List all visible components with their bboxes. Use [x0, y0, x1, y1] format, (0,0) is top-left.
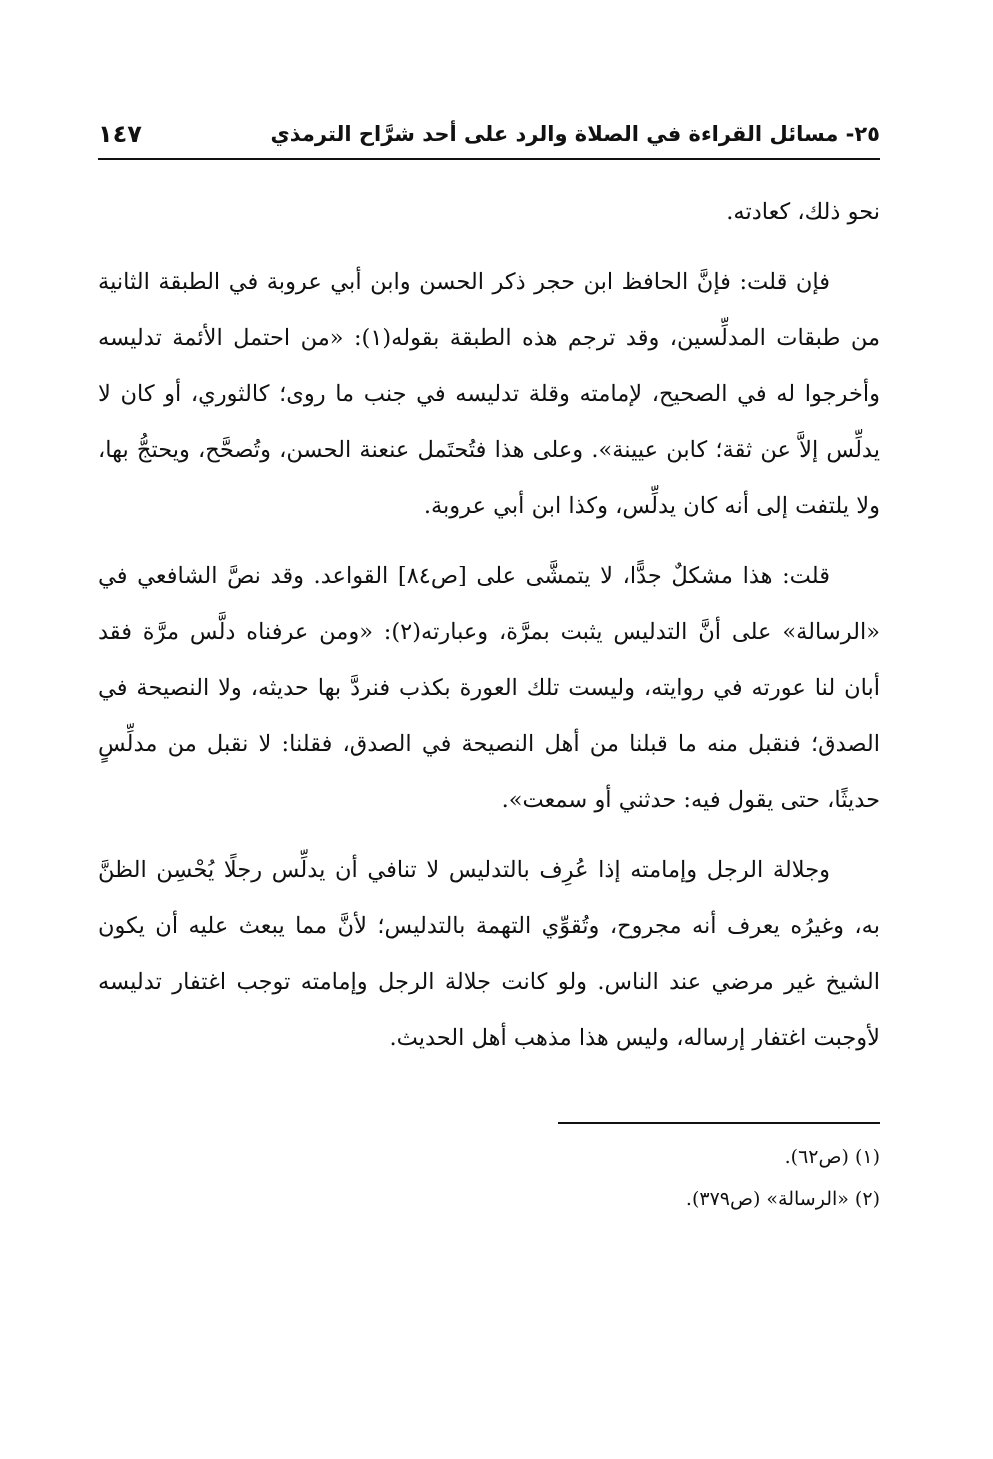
- paragraph-2: فإن قلت: فإنَّ الحافظ ابن حجر ذكر الحسن وابن أبي عروبة في الطبقة الثانية من طبقات المدلِّسين، وقد ترجم هذه الطبقة بقوله(١): «من احتمل الأئمة تدليسه وأخرجوا له في الصحيح، لإمامته وقلة تدليسه في جنب ما روى؛ كالثوري، أو كان لا يدلِّس إلاَّ عن ثقة؛ كابن عيينة». وعلى هذا فتُحتَمل عنعنة الحسن، وتُصحَّح، ويحتجُّ بها، ولا يلتفت إلى أنه كان يدلِّس، وكذا ابن أبي عروبة.: [98, 269, 880, 519]
- paragraph-4: وجلالة الرجل وإمامته إذا عُرِف بالتدليس لا تنافي أن يدلِّس رجلًا يُحْسِن الظنَّ به، وغيرُه يعرف أنه مجروح، وتُقوِّي التهمة بالتدليس؛ لأنَّ مما يبعث عليه أن يكون الشيخ غير مرضي عند الناس. ولو كانت جلالة الرجل وإمامته توجب اغتفار تدليسه لأوجبت اغتفار إرساله، وليس هذا مذهب أهل الحديث.: [98, 857, 880, 1051]
- page-number: ١٤٧: [98, 120, 142, 148]
- footnotes: [98, 1136, 880, 1220]
- running-header: [98, 118, 880, 160]
- book-page: [98, 118, 880, 1220]
- main-text: [98, 184, 880, 1066]
- running-title: ٢٥- مسائل القراءة في الصلاة والرد على أحد شرَّاح الترمذي: [270, 122, 880, 146]
- footnote-1: (١) (ص٦٢).: [784, 1146, 880, 1168]
- paragraph-1: نحو ذلك، كعادته.: [726, 199, 880, 225]
- footnote-2: (٢) «الرسالة» (ص٣٧٩).: [685, 1188, 880, 1210]
- footnote-divider: [558, 1122, 880, 1124]
- paragraph-3: قلت: هذا مشكلٌ جدًّا، لا يتمشَّى على [ص٨٤] القواعد. وقد نصَّ الشافعي في «الرسالة» على أنَّ التدليس يثبت بمرَّة، وعبارته(٢): «ومن عرفناه دلَّس مرَّة فقد أبان لنا عورته في روايته، وليست تلك العورة بكذب فنردَّ بها حديثه، ولا النصيحة في الصدق؛ فنقبل منه ما قبلنا من أهل النصيحة في الصدق، فقلنا: لا نقبل من مدلِّسٍ حديثًا، حتى يقول فيه: حدثني أو سمعت».: [98, 563, 880, 813]
